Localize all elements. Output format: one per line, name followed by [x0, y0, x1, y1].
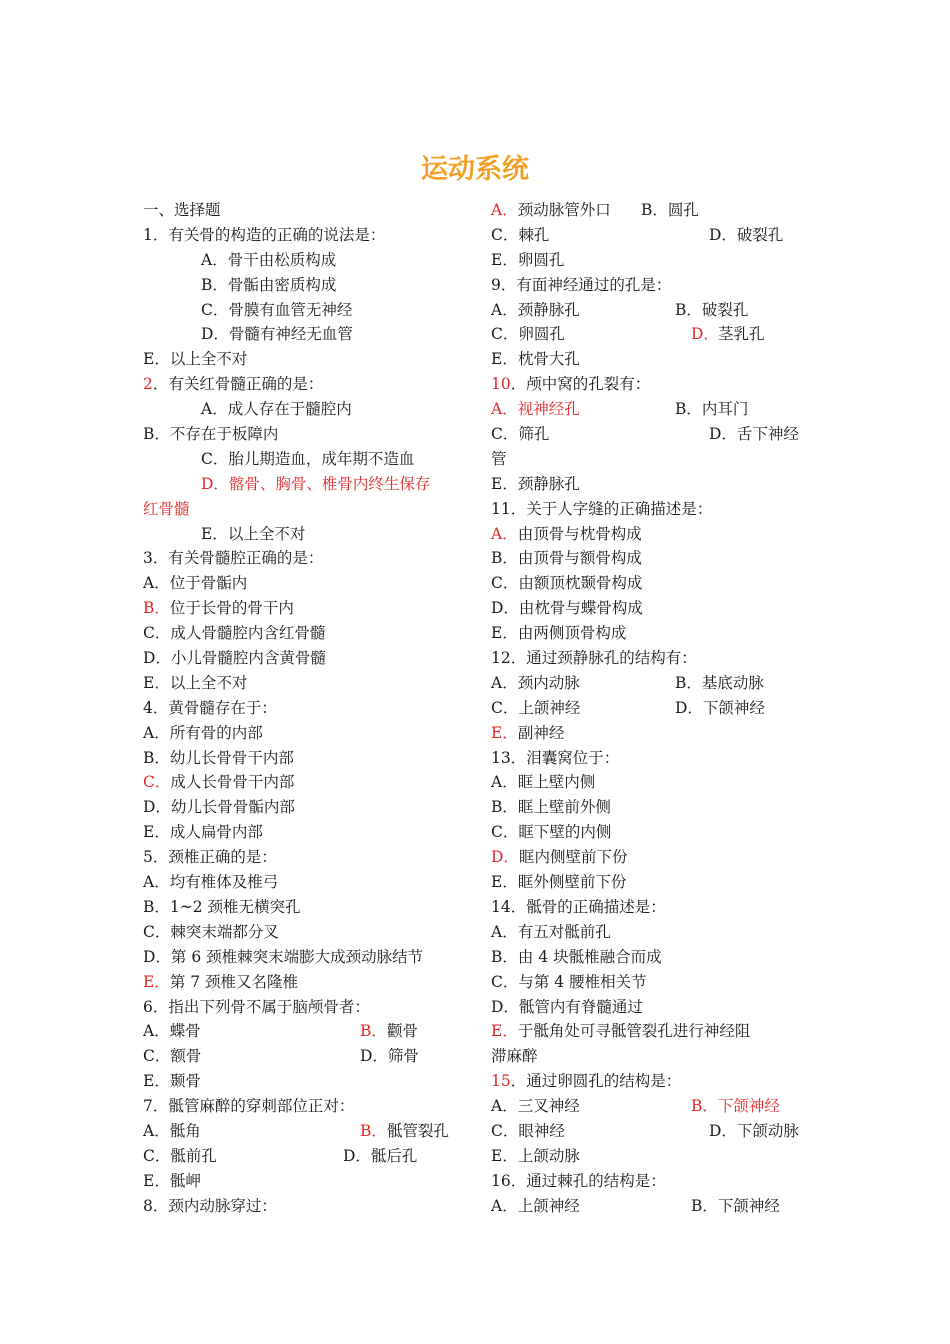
- question-line: D．幼儿长骨骨骺内部: [143, 798, 295, 817]
- question-line: [491, 372, 821, 397]
- question-line: B．1~2 颈椎无横突孔: [143, 897, 301, 916]
- question-line: C．棘突末端都分叉: [143, 922, 279, 941]
- option-text: C．眼神经: [491, 1121, 565, 1140]
- question-line: 管: [491, 449, 507, 468]
- question-line: 5．颈椎正确的是：: [143, 848, 277, 867]
- question-line: E．上颌动脉: [491, 1146, 580, 1165]
- question-line: C．成人骨髓腔内含红骨髓: [143, 624, 326, 643]
- answer-text: 2: [143, 375, 153, 394]
- answer-text: A．视神经孔: [491, 400, 580, 419]
- question-line: [491, 223, 821, 248]
- question-line: D．由枕骨与蝶骨构成: [491, 599, 643, 618]
- question-line: 6．指出下列骨不属于脑颅骨者：: [143, 997, 370, 1016]
- question-line: [491, 198, 821, 223]
- option-text: D．筛骨: [360, 1047, 419, 1066]
- question-line: [143, 596, 478, 621]
- option-text: A．三叉神经: [491, 1097, 580, 1116]
- question-line: [491, 671, 821, 696]
- question-line: B．幼儿长骨骨干内部: [143, 748, 294, 767]
- question-line: E．以上全不对: [143, 350, 248, 369]
- answer-text: 15: [491, 1072, 511, 1091]
- option-text: B．基底动脉: [675, 673, 764, 692]
- question-line: 一、选择题: [143, 201, 221, 219]
- question-line: B．不存在于板障内: [143, 425, 279, 444]
- option-text: C．筛孔: [491, 425, 550, 444]
- question-line: [491, 1069, 821, 1094]
- question-line: C．骨膜有血管无神经: [201, 300, 353, 319]
- question-line: A．有五对骶前孔: [491, 922, 611, 941]
- question-line: [491, 1019, 821, 1044]
- question-line: [143, 372, 478, 397]
- option-text: A．上颌神经: [491, 1196, 580, 1215]
- option-text: D．骶后孔: [343, 1146, 418, 1165]
- question-line: A．眶上壁内侧: [491, 773, 596, 792]
- question-line: B．骨骺由密质构成: [201, 275, 337, 294]
- question-line: 滞麻醉: [491, 1047, 538, 1066]
- answer-text: C．: [143, 773, 171, 792]
- answer-text: E．: [491, 1022, 518, 1041]
- question-line: [491, 1119, 821, 1144]
- option-text: C．骶前孔: [143, 1146, 217, 1165]
- question-line: D．骶管内有脊髓通过: [491, 997, 643, 1016]
- question-line: A．位于骨骺内: [143, 574, 248, 593]
- question-line: E．骶岬: [143, 1171, 201, 1190]
- option-text: B．破裂孔: [675, 300, 749, 319]
- option-text: A．颈静脉孔: [491, 300, 580, 319]
- question-line: [491, 1194, 821, 1219]
- question-line: B．眶上壁前外侧: [491, 798, 611, 817]
- question-line: E．颞骨: [143, 1072, 201, 1091]
- question-line: [491, 522, 821, 547]
- option-text: ．颅中窝的孔裂有：: [510, 375, 651, 394]
- option-text: B．圆孔: [641, 201, 699, 219]
- question-line: D．骨髓有神经无血管: [201, 325, 353, 344]
- option-text: D．下颌神经: [675, 698, 765, 717]
- option-text: 骶管裂孔: [387, 1121, 450, 1140]
- question-line: D．髂骨、胸骨、椎骨内终生保存: [201, 474, 431, 493]
- option-text: C．棘孔: [491, 225, 550, 244]
- question-line: [143, 770, 478, 795]
- option-text: B．下颌神经: [691, 1196, 780, 1215]
- question-line: [491, 845, 821, 870]
- option-text: D．下颌动脉: [709, 1121, 799, 1140]
- question-line: E．以上全不对: [143, 673, 248, 692]
- answer-text: E．: [143, 972, 170, 991]
- option-text: D．破裂孔: [709, 225, 784, 244]
- option-text: B．内耳门: [675, 400, 749, 419]
- question-line: 7．骶管麻醉的穿刺部位正对：: [143, 1097, 355, 1116]
- question-line: [143, 1019, 478, 1044]
- question-line: D．第 6 颈椎棘突末端膨大成颈动脉结节: [143, 947, 424, 966]
- right-column: [491, 198, 821, 1219]
- option-text: 副神经: [517, 723, 565, 742]
- question-line: E．颈静脉孔: [491, 474, 580, 493]
- question-line: [491, 298, 821, 323]
- question-line: [143, 1119, 478, 1144]
- question-line: 红骨髓: [143, 499, 190, 518]
- question-line: C．眶下壁的内侧: [491, 823, 612, 842]
- answer-text: D．: [491, 848, 519, 867]
- answer-text: A．: [491, 201, 518, 219]
- question-line: E．枕骨大孔: [491, 350, 580, 369]
- question-line: C．胎儿期造血，成年期不造血: [201, 449, 415, 468]
- question-line: 16．通过棘孔的结构是：: [491, 1171, 666, 1190]
- question-line: D．小儿骨髓腔内含黄骨髓: [143, 649, 326, 668]
- answer-text: D．: [691, 325, 719, 344]
- option-text: 成人长骨骨干内部: [170, 773, 295, 792]
- option-text: ．有关红骨髓正确的是：: [152, 375, 324, 394]
- page-title: 运动系统: [421, 154, 529, 185]
- question-line: [143, 1044, 478, 1069]
- question-line: 14．骶骨的正确描述是：: [491, 897, 666, 916]
- question-line: E．以上全不对: [201, 524, 306, 543]
- answer-text: B．: [360, 1121, 387, 1140]
- option-text: 颈动脉管外口: [517, 201, 611, 219]
- question-line: [143, 1144, 478, 1169]
- question-line: E．眶外侧壁前下份: [491, 873, 627, 892]
- left-column: [143, 198, 478, 1219]
- option-text: A．骶角: [143, 1121, 201, 1140]
- question-line: [491, 422, 821, 447]
- question-line: 8．颈内动脉穿过：: [143, 1196, 277, 1215]
- answer-text: E．: [491, 723, 518, 742]
- question-line: 12．通过颈静脉孔的结构有：: [491, 649, 697, 668]
- question-line: 4．黄骨髓存在于：: [143, 698, 277, 717]
- question-line: [491, 721, 821, 746]
- option-text: C．上颌神经: [491, 698, 581, 717]
- question-line: 3．有关骨髓腔正确的是：: [143, 549, 324, 568]
- option-text: 由顶骨与枕骨构成: [517, 524, 642, 543]
- question-line: 11．关于人字缝的正确描述是：: [491, 499, 713, 518]
- option-text: A．蝶骨: [143, 1022, 201, 1041]
- question-line: A．成人存在于髓腔内: [201, 400, 352, 419]
- answer-text: B．下颌神经: [691, 1097, 780, 1116]
- answer-text: B．: [360, 1022, 387, 1041]
- option-text: C．额骨: [143, 1047, 202, 1066]
- question-line: C．由额顶枕颞骨构成: [491, 574, 643, 593]
- question-line: B．由顶骨与额骨构成: [491, 549, 642, 568]
- question-line: E．卵圆孔: [491, 250, 565, 269]
- question-line: [491, 322, 821, 347]
- question-line: A．骨干由松质构成: [201, 250, 337, 269]
- question-line: 1．有关骨的构造的正确的说法是：: [143, 225, 386, 244]
- option-text: A．颈内动脉: [491, 673, 580, 692]
- option-text: ．通过卵圆孔的结构是：: [510, 1072, 682, 1091]
- question-line: E．成人扁骨内部: [143, 823, 263, 842]
- question-line: B．由 4 块骶椎融合而成: [491, 947, 662, 966]
- option-text: 茎乳孔: [718, 325, 765, 344]
- question-line: 13．泪囊窝位于：: [491, 748, 620, 767]
- question-line: C．与第 4 腰椎相关节: [491, 972, 647, 991]
- question-line: [491, 397, 821, 422]
- question-line: [143, 970, 478, 995]
- question-line: [491, 1094, 821, 1119]
- question-line: [491, 696, 821, 721]
- option-text: 第 7 颈椎又名隆椎: [169, 972, 299, 991]
- option-text: C．卵圆孔: [491, 325, 565, 344]
- option-text: 位于长骨的骨干内: [169, 599, 294, 618]
- answer-text: A．: [491, 524, 518, 543]
- option-text: 眶内侧壁前下份: [518, 848, 628, 867]
- option-text: D．舌下神经: [709, 425, 799, 444]
- option-text: 颧骨: [387, 1022, 419, 1041]
- question-line: E．由两侧顶骨构成: [491, 624, 627, 643]
- answer-text: B．: [143, 599, 170, 618]
- answer-text: 10: [491, 375, 511, 394]
- option-text: 于骶角处可寻骶管裂孔进行神经阻: [517, 1022, 751, 1041]
- question-line: A．所有骨的内部: [143, 723, 263, 742]
- question-line: 9．有面神经通过的孔是：: [491, 275, 672, 294]
- question-line: A．均有椎体及椎弓: [143, 873, 279, 892]
